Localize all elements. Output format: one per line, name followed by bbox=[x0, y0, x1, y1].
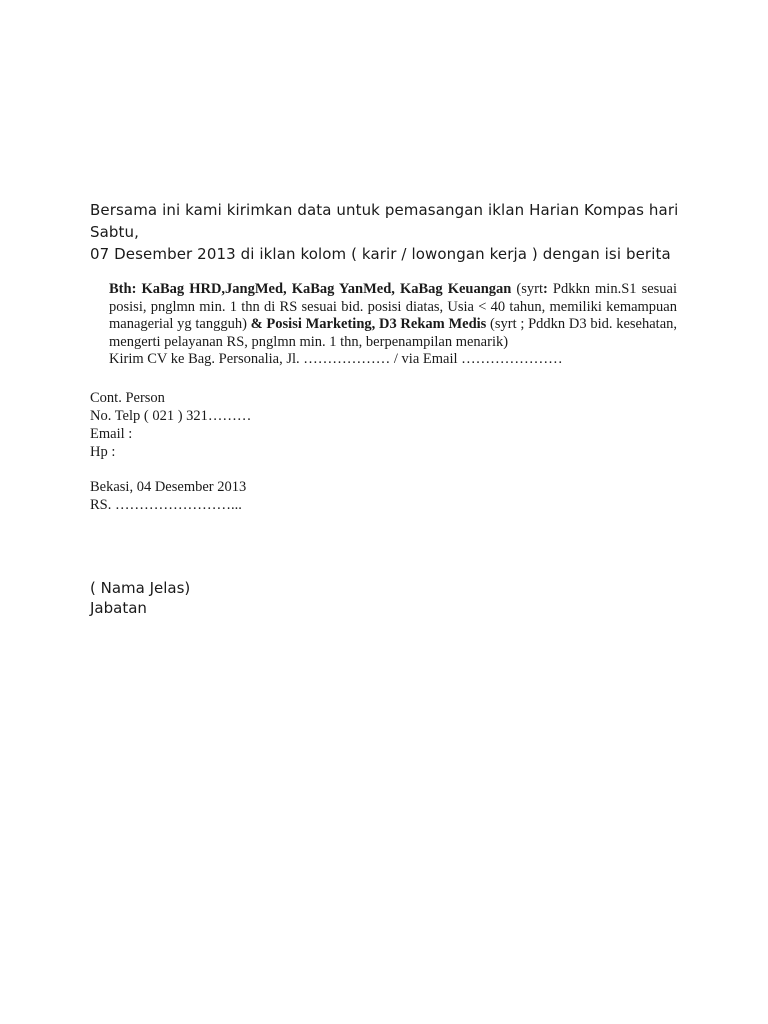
ad-req1-prefix: (syrt bbox=[511, 281, 544, 297]
signoff-rs: RS. ……………………... bbox=[90, 497, 242, 513]
ad-send-cv-line: Kirim CV ke Bag. Personalia, Jl. ……………… / via Email ………………… bbox=[109, 351, 563, 368]
intro-paragraph bbox=[90, 199, 690, 265]
intro-line-1: Bersama ini kami kirimkan data untuk pemasangan iklan Harian Kompas hari Sabtu, bbox=[90, 201, 679, 241]
signature-title: Jabatan bbox=[90, 599, 147, 617]
contact-email: Email : bbox=[90, 426, 133, 442]
ad-req1-text: Pdkkn min.S1 sesuai posisi, pnglmn min. 1 thn di RS sesuai bid. posisi diatas, Usia < 40 tahun, memiliki kemampuan managerial yg tangguh) bbox=[109, 281, 678, 333]
signoff-place-date: Bekasi, 04 Desember 2013 bbox=[90, 479, 247, 495]
intro-line-2: 07 Desember 2013 di iklan kolom ( karir / lowongan kerja ) dengan isi berita bbox=[90, 245, 671, 263]
signature-name: ( Nama Jelas) bbox=[90, 579, 191, 597]
contact-block bbox=[90, 389, 490, 461]
ad-content bbox=[109, 281, 677, 369]
ad-body bbox=[109, 281, 677, 351]
contact-hp: Hp : bbox=[90, 444, 116, 460]
signature-block bbox=[90, 578, 490, 618]
contact-person: Cont. Person bbox=[90, 390, 165, 406]
ad-req1-colon: : bbox=[543, 281, 548, 297]
ad-positions2-bold: & Posisi Marketing, D3 Rekam Medis bbox=[250, 316, 487, 333]
ad-positions-bold: Bth: KaBag HRD,JangMed, KaBag YanMed, KaBag Keuangan bbox=[109, 281, 512, 297]
ad-req2-text: (syrt ; Pddkn D3 bid. kesehatan, mengerti pelayanan RS, pnglmn min. 1 thn, berpenampilan menarik) bbox=[109, 316, 678, 350]
contact-telp: No. Telp ( 021 ) 321……… bbox=[90, 408, 252, 424]
signoff-block bbox=[90, 478, 490, 514]
